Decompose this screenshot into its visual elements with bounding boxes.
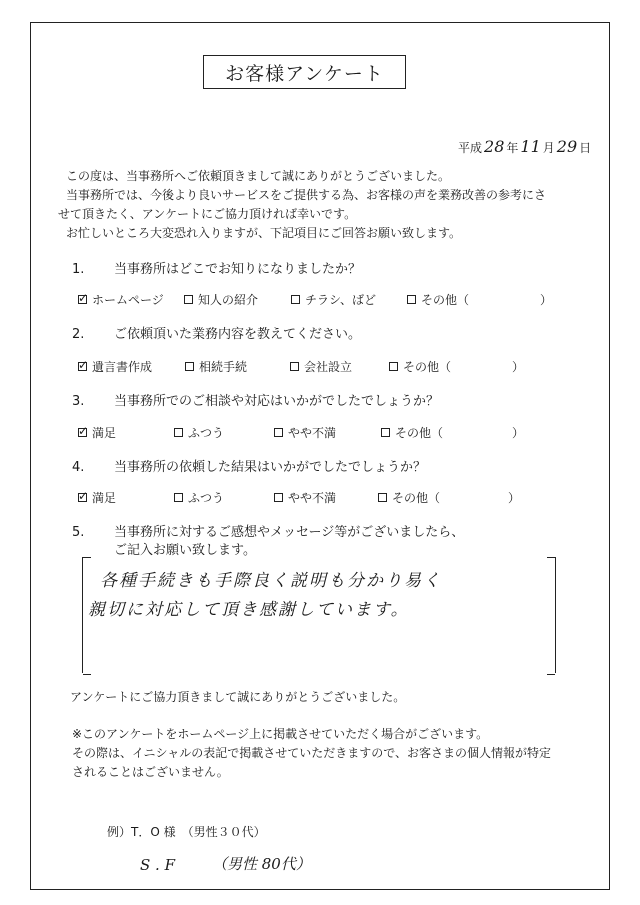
thanks-text: アンケートにご協力頂きまして誠にありがとうございました。 (70, 690, 406, 704)
question-text: 当事務所に対するご感想やメッセージ等がございましたら、 (114, 525, 465, 540)
date-day-unit: 日 (579, 141, 592, 155)
question-4-options (78, 489, 578, 505)
option-other[interactable]: その他（ (389, 358, 451, 375)
question-5-line2: ご記入お願い致します。 (114, 543, 256, 558)
date-month: 11 (520, 137, 541, 156)
checked-checkbox-icon[interactable] (78, 295, 87, 304)
notice-line: その際は、イニシャルの表記で掲載させていただきますので、お客さまの個人情報が特定 (72, 746, 552, 760)
date-day: 29 (556, 137, 578, 156)
handwritten-comment: 各種手続きも手際良く説明も分かり易く (100, 571, 442, 591)
option-flyer[interactable]: チラシ、ばど (291, 291, 376, 308)
option-homepage[interactable]: ✓ ホームページ (78, 291, 164, 308)
question-5 (72, 521, 464, 540)
other-close-paren: ） (512, 360, 525, 374)
option-satisfied[interactable]: ✓ 満足 (78, 424, 116, 441)
question-2 (72, 323, 361, 342)
checkbox-icon[interactable] (407, 295, 416, 304)
intro-line: この度は、当事務所へご依頼頂きまして誠にありがとうございました。 (66, 169, 451, 183)
option-other[interactable]: その他（ (381, 424, 443, 441)
checkbox-icon[interactable] (381, 428, 390, 437)
other-close-paren: ） (540, 293, 553, 307)
page-title: お客様アンケート (203, 55, 406, 89)
checked-checkbox-icon[interactable] (78, 493, 87, 502)
signature-initials: S . F (140, 856, 175, 874)
checkbox-icon[interactable] (290, 362, 299, 371)
checked-checkbox-icon[interactable] (78, 362, 87, 371)
option-normal[interactable]: ふつう (174, 424, 224, 441)
checkbox-icon[interactable] (274, 493, 283, 502)
question-number: 4. (72, 460, 85, 475)
notice-line: されることはございません。 (72, 765, 229, 779)
intro-line: せて頂きたく、アンケートにご協力頂ければ幸いです。 (58, 207, 357, 221)
question-4 (72, 456, 426, 475)
date-year: 28 (484, 137, 505, 156)
intro-line: 当事務所では、今後より良いサービスをご提供する為、お客様の声を業務改善の参考にさ (66, 188, 547, 202)
option-normal[interactable]: ふつう (174, 489, 224, 506)
question-text: 当事務所でのご相談や対応はいかがでしたでしょうか？ (114, 394, 440, 409)
question-number: 5. (72, 525, 85, 540)
question-text: ご依頼頂いた業務内容を教えてください。 (114, 327, 362, 342)
date-line (458, 137, 591, 156)
option-referral[interactable]: 知人の紹介 (184, 291, 258, 308)
question-number: 3. (72, 394, 85, 409)
option-satisfied[interactable]: ✓ 満足 (78, 489, 116, 506)
date-month-unit: 月 (542, 141, 555, 155)
option-will[interactable]: ✓ 遺言書作成 (78, 358, 152, 375)
question-3 (72, 390, 439, 409)
question-text: 当事務所はどこでお知りになりましたか？ (114, 262, 362, 277)
question-1 (72, 258, 361, 277)
option-slightly-dissatisfied[interactable]: やや不満 (274, 424, 336, 441)
option-inheritance[interactable]: 相続手続 (185, 358, 247, 375)
other-close-paren: ） (508, 491, 521, 505)
checked-checkbox-icon[interactable] (78, 428, 87, 437)
checkbox-icon[interactable] (174, 428, 183, 437)
question-2-options (78, 358, 578, 374)
date-era: 平成 (458, 141, 483, 155)
handwritten-comment: 親切に対応して頂き感謝しています。 (88, 600, 410, 620)
checkbox-icon[interactable] (274, 428, 283, 437)
checkbox-icon[interactable] (389, 362, 398, 371)
checkbox-icon[interactable] (185, 362, 194, 371)
checkbox-icon[interactable] (174, 493, 183, 502)
signature-detail: （男性 80代） (212, 855, 311, 873)
checkbox-icon[interactable] (184, 295, 193, 304)
question-number: 1. (72, 262, 85, 277)
option-company[interactable]: 会社設立 (290, 358, 352, 375)
option-slightly-dissatisfied[interactable]: やや不満 (274, 489, 336, 506)
intro-line: お忙しいところ大変恐れ入りますが、下記項目にご回答お願い致します。 (66, 226, 462, 240)
example-line: 例）T．O 様 （男性３０代） (107, 825, 266, 839)
option-other[interactable]: その他（ (378, 489, 440, 506)
other-close-paren: ） (512, 426, 525, 440)
option-other[interactable]: その他（ (407, 291, 469, 308)
checkbox-icon[interactable] (378, 493, 387, 502)
checkbox-icon[interactable] (291, 295, 300, 304)
question-3-options (78, 424, 578, 440)
question-text: 当事務所の依頼した結果はいかがでしたでしょうか？ (114, 460, 427, 475)
date-year-unit: 年 (506, 141, 519, 155)
question-1-options (78, 291, 578, 307)
notice-line: ※このアンケートをホームページ上に掲載させていただく場合がございます。 (72, 727, 489, 741)
question-number: 2. (72, 327, 85, 342)
